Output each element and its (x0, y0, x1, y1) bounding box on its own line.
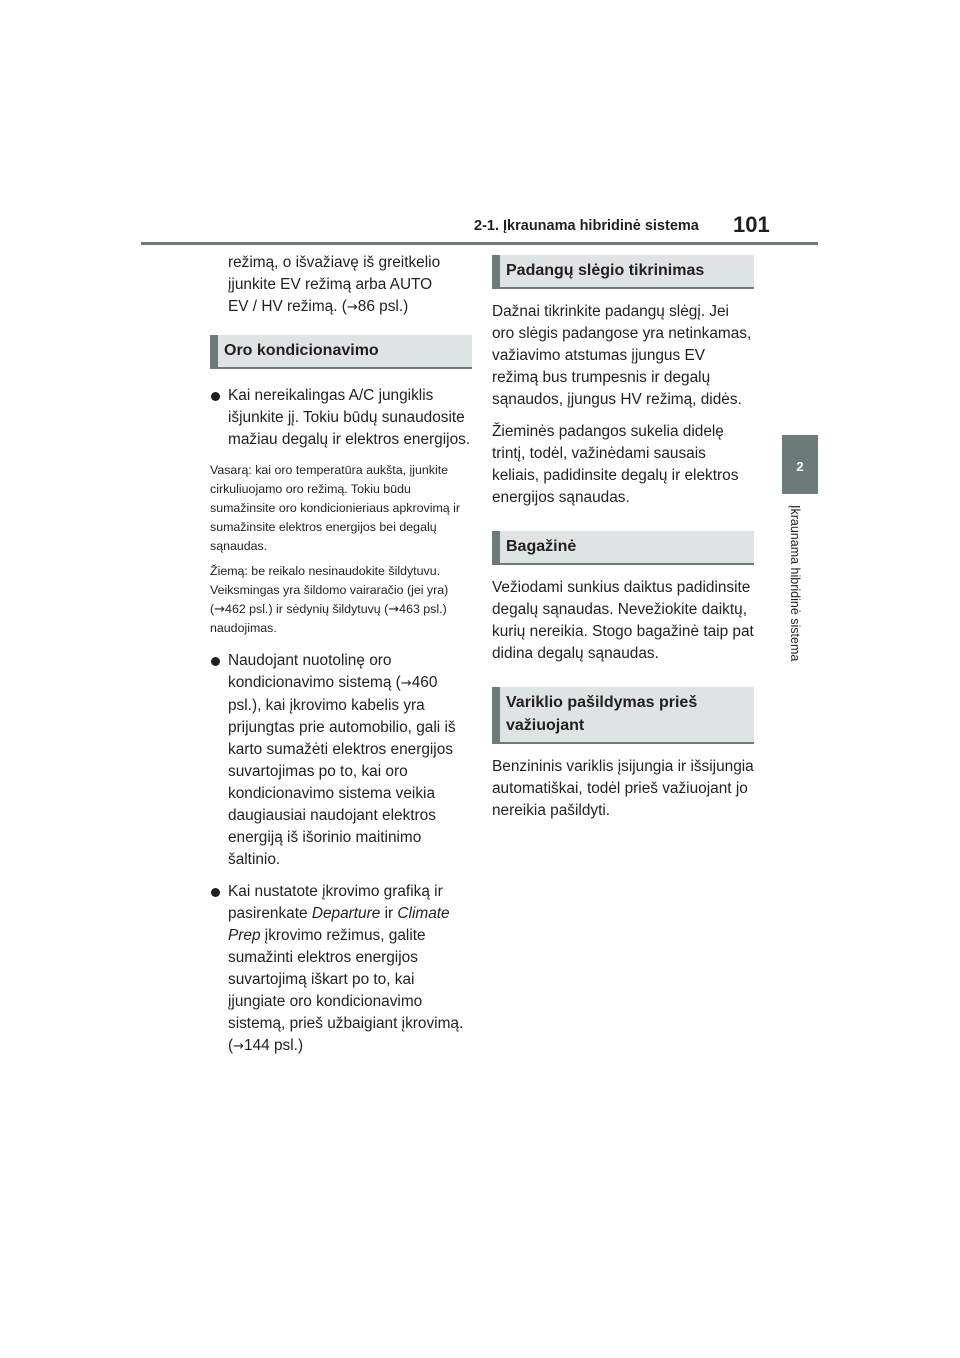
note-winter-text: Žiemą: be reikalo nesinaudokite šildytuvu. Veiksmingas yra šildomo vairaračio (jei yra) ( (210, 564, 449, 616)
mode-name: Departure (311, 905, 381, 922)
reference-arrow: → (400, 676, 412, 691)
continued-text (210, 252, 472, 319)
bullet-item (210, 650, 472, 871)
note-summer: Vasarą: kai oro temperatūra aukšta, įjunkite cirkuliuojamo oro režimą. Tokiu būdu sumažinsite oro kondicionieriaus apkrovimą ir sumažinsite elektros energijos bei degalų sąnaudas. (210, 463, 460, 553)
continued-line-1: režimą, o išvažiavę iš greitkelio (228, 254, 441, 271)
tire-paragraph-2: Žieminės padangos sukelia didelę trintį, todėl, važinėdami sausais keliais, padidinsite degalų ir elektros energijos sąnaudas. (492, 423, 739, 506)
right-column (492, 252, 754, 822)
bullet-text: Kai nereikalingas A/C jungiklis išjunkite jį. Tokiu būdų sunaudosite mažiau degalų ir elektros energijos. (228, 387, 471, 448)
page-reference: 86 psl.) (357, 298, 409, 315)
trunk-paragraph: Vežiodami sunkius daiktus padidinsite degalų sąnaudas. Nevežiokite daiktų, kurių nereikia. Stogo bagažinė taip pat didina degalų sąnaudas. (492, 579, 754, 662)
section-title: 2-1. Įkraunama hibridinė sistema (474, 218, 699, 234)
chapter-label: Įkraunama hibridinė sistema (788, 505, 802, 662)
note-winter (210, 562, 472, 638)
bullet-dot (211, 888, 220, 897)
page-number: 101 (733, 212, 770, 237)
bullet-dot (211, 657, 220, 666)
left-column (210, 252, 472, 1068)
section-heading-engine-warmup: Variklio pašildymas prieš važiuojant (492, 687, 754, 744)
bullet-item (210, 881, 472, 1058)
note-winter-text: 463 psl.) naudojimas. (210, 602, 447, 635)
chapter-tab (782, 435, 818, 494)
reference-arrow: → (214, 602, 226, 617)
continued-line-3: EV / HV režimą. ( (228, 298, 347, 315)
reference-arrow: → (346, 300, 358, 315)
bullet-text: 460 psl.), kai įkrovimo kabelis yra prijungtas prie automobilio, gali iš karto sumažėti elektros energijos suvartojimas po to, kai oro kondicionavimo sistema veikia daugiausiai naudojant elektros energiją iš išorinio maitinimo šaltinio. (228, 674, 456, 868)
tire-paragraph-1: Dažnai tikrinkite padangų slėgį. Jei oro slėgis padangose yra netinkamas, važiavimo atstumas įjungus EV režimą bus trumpesnis ir degalų sąnaudos, įjungus HV režimą, didės. (492, 303, 752, 408)
engine-paragraph: Benzininis variklis įsijungia ir išsijungia automatiškai, todėl prieš važiuojant jo nereikia pašildyti. (492, 758, 754, 819)
header-divider (141, 242, 818, 245)
bullet-dot (211, 392, 220, 401)
bullet-text: ir (380, 905, 398, 922)
reference-arrow: → (233, 1039, 245, 1054)
bullet-item (210, 385, 472, 451)
page-reference: 144 psl.) (244, 1037, 304, 1054)
bullet-text: Naudojant nuotolinę oro kondicionavimo sistemą ( (228, 652, 401, 691)
section-heading-air-conditioning: Oro kondicionavimo (210, 335, 472, 369)
note-winter-text: 462 psl.) ir sėdynių šildytuvų ( (225, 602, 389, 616)
chapter-number: 2 (796, 459, 804, 474)
reference-arrow: → (388, 602, 400, 617)
continued-line-2: įjunkite EV režimą arba AUTO (228, 276, 433, 293)
mode-name: Climate Prep (228, 905, 450, 944)
bullet-text: įkrovimo režimus, galite sumažinti elektros energijos suvartojimą iškart po to, kai įjungiate oro kondicionavimo sistemą, prieš užbaigiant įkrovimą. ( (228, 927, 464, 1054)
section-heading-trunk: Bagažinė (492, 531, 754, 565)
bullet-text: Kai nustatote įkrovimo grafiką ir pasirenkate (228, 883, 443, 922)
section-heading-tire-pressure: Padangų slėgio tikrinimas (492, 255, 754, 289)
chapter-label-container (786, 505, 806, 705)
